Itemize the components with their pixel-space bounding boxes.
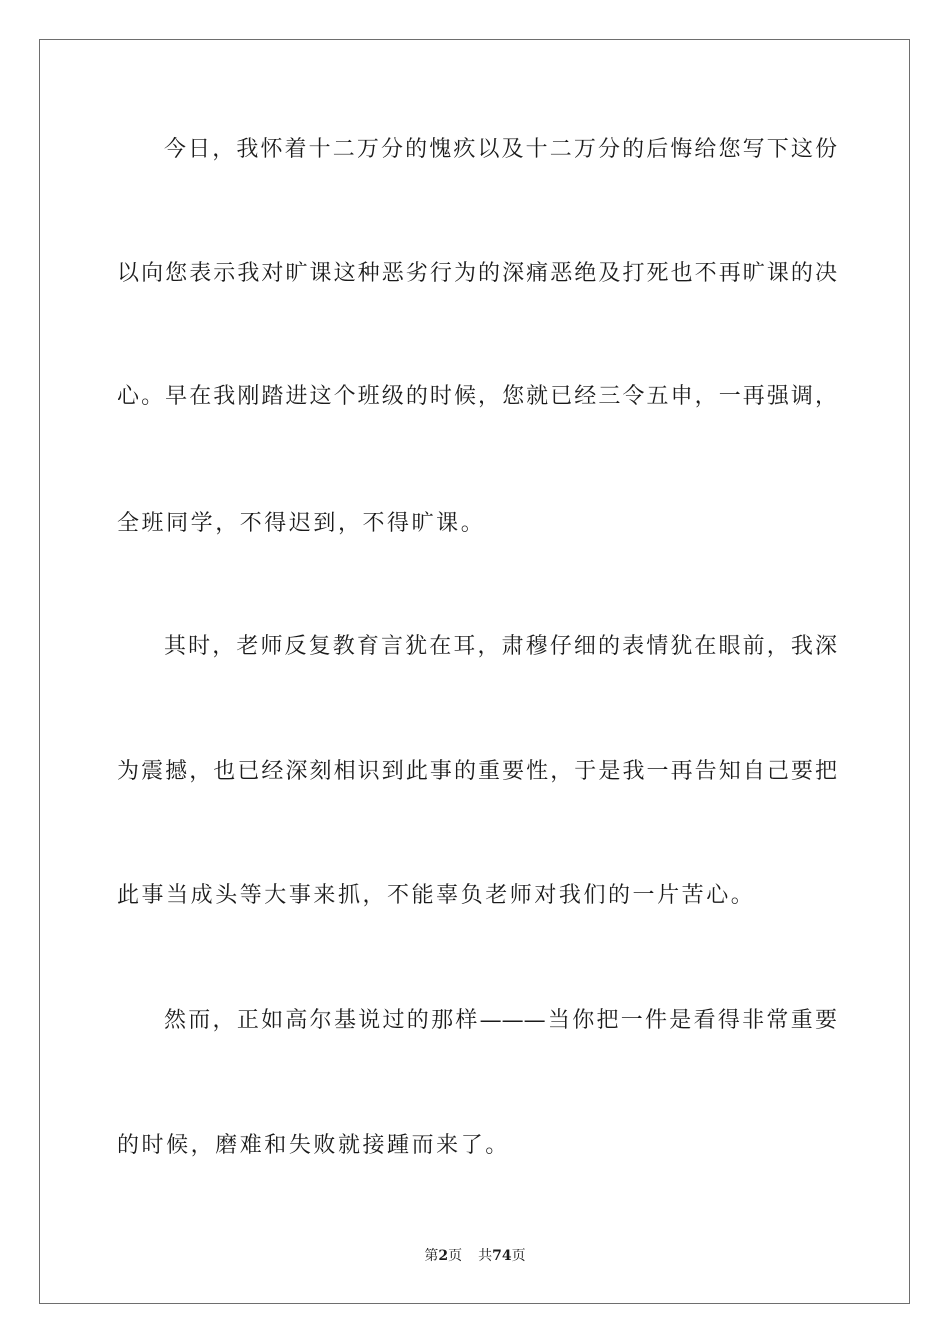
paragraph-2-line-1: 其时，老师反复教育言犹在耳，肃穆仔细的表情犹在眼前，我深 <box>164 634 837 659</box>
paragraph-2-line-2: 为震撼，也已经深刻相识到此事的重要性，于是我一再告知自己要把 <box>117 759 837 784</box>
total-pages: 74 <box>492 1248 512 1264</box>
paragraph-2-line-3: 此事当成头等大事来抓，不能辜负老师对我们的一片苦心。 <box>117 883 756 908</box>
page-prefix: 第 <box>424 1248 439 1264</box>
paragraph-1-line-4: 全班同学，不得迟到，不得旷课。 <box>117 511 486 536</box>
paragraph-1-line-1: 今日，我怀着十二万分的愧疚以及十二万分的后悔给您写下这份 <box>164 137 837 162</box>
paragraph-1-line-3: 心。早在我刚踏进这个班级的时候，您就已经三令五申，一再强调， <box>117 384 837 409</box>
paragraph-1-line-2: 以向您表示我对旷课这种恶劣行为的深痛恶绝及打死也不再旷课的决 <box>117 261 837 286</box>
page-footer <box>0 1247 950 1265</box>
page-suffix: 页 <box>448 1248 463 1264</box>
paragraph-3-line-2: 的时候，磨难和失败就接踵而来了。 <box>117 1133 510 1158</box>
total-prefix: 共 <box>478 1248 493 1264</box>
total-suffix: 页 <box>511 1248 526 1264</box>
page-border <box>39 39 910 1304</box>
page-number: 2 <box>438 1248 449 1264</box>
paragraph-3-line-1: 然而，正如高尔基说过的那样———当你把一件是看得非常重要 <box>164 1008 837 1033</box>
